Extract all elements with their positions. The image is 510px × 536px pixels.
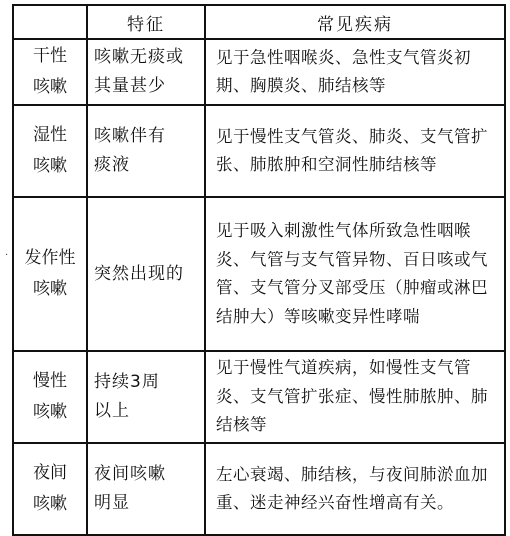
disease-cell: 见于慢性气道疾病，如慢性支气管炎、支气管扩张症、慢性肺脓肿、肺结核等 (205, 351, 505, 443)
cough-type-cell (13, 443, 87, 535)
feature-text: 夜间咳嗽 明显 (94, 464, 166, 513)
table-row (13, 105, 505, 197)
cough-type-cell (13, 39, 87, 105)
feature-text: 持续3周 以上 (94, 372, 160, 421)
table-row (13, 197, 505, 351)
cough-type: 发作性 咳嗽 (24, 248, 76, 299)
feature-text: 咳嗽伴有 痰液 (94, 126, 166, 175)
feature-cell (87, 39, 205, 105)
feature-cell (87, 197, 205, 351)
feature-text: 咳嗽无痰或 其量甚少 (94, 47, 184, 96)
header-blank-cell (13, 5, 87, 39)
disease-cell: 左心衰竭、肺结核，与夜间肺淤血加重、迷走神经兴奋性增高有关。 (205, 443, 505, 535)
cough-type-cell (13, 197, 87, 351)
disease-cell: 见于慢性支气管炎、肺炎、支气管扩张、肺脓肿和空洞性肺结核等 (205, 105, 505, 197)
cough-type: 夜间 咳嗽 (33, 463, 67, 514)
cough-type-cell (13, 351, 87, 443)
feature-cell (87, 351, 205, 443)
disease-cell: 见于急性咽喉炎、急性支气管炎初期、胸膜炎、肺结核等 (205, 39, 505, 105)
header-row (13, 5, 505, 39)
cough-types-table (12, 4, 506, 536)
feature-cell (87, 105, 205, 197)
margin-mark: · (5, 250, 9, 261)
cough-type: 干性 咳嗽 (33, 46, 67, 97)
cough-type-cell (13, 105, 87, 197)
header-diseases: 常见疾病 (205, 5, 505, 39)
feature-cell (87, 443, 205, 535)
header-feature: 特征 (87, 5, 205, 39)
table-row (13, 443, 505, 535)
cough-type: 慢性 咳嗽 (33, 371, 67, 422)
feature-text: 突然出现的 (94, 263, 184, 284)
table-row (13, 39, 505, 105)
table-row (13, 351, 505, 443)
cough-type: 湿性 咳嗽 (33, 125, 67, 176)
disease-cell: 见于吸入刺激性气体所致急性咽喉炎、气管与支气管异物、百日咳或气管、支气管分叉部受压（肿瘤或淋巴结肿大）等咳嗽变异性哮喘 (205, 197, 505, 351)
